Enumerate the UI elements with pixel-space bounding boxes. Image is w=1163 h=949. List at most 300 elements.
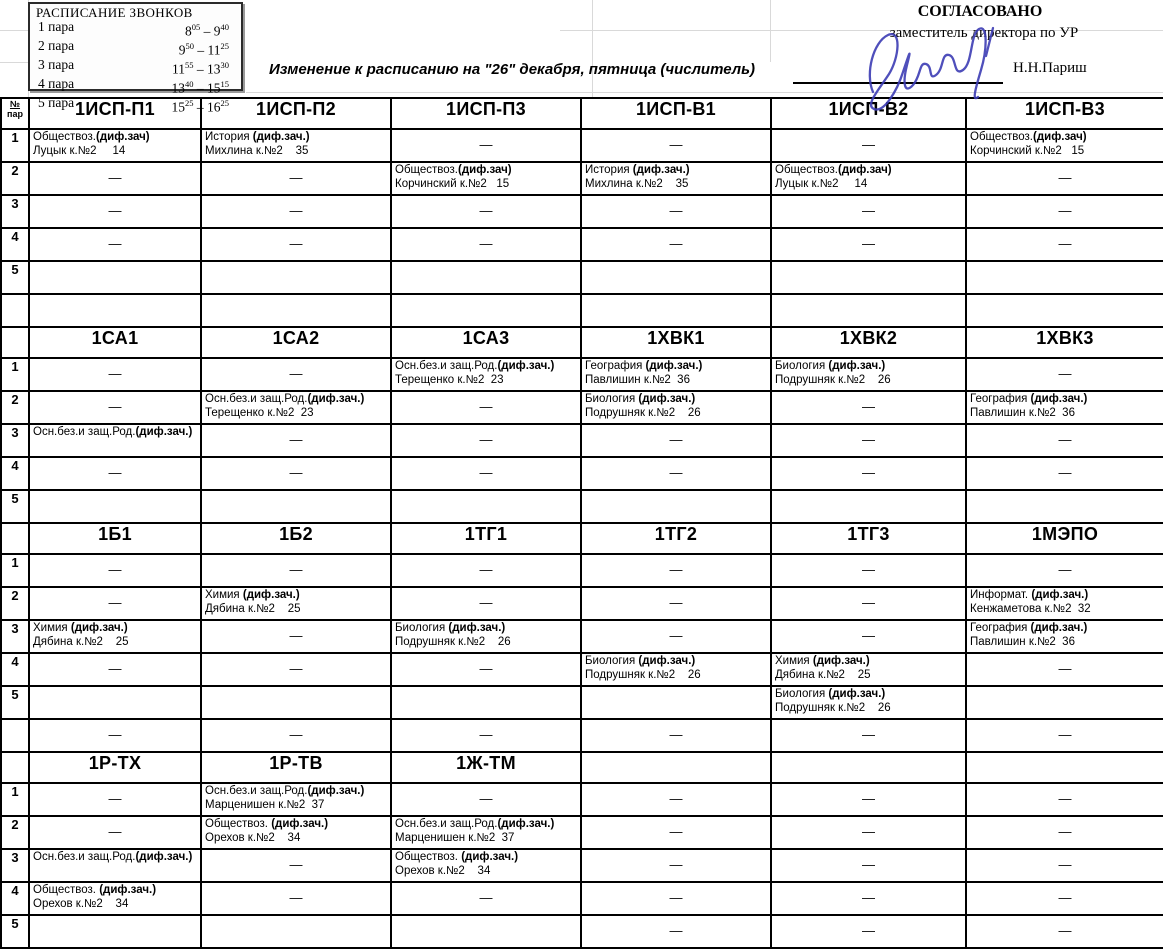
pair-number-header <box>1 98 29 129</box>
schedule-cell <box>771 783 966 816</box>
schedule-cell <box>391 554 581 587</box>
schedule-row <box>1 228 1163 261</box>
schedule-cell <box>581 816 771 849</box>
empty-dash: — <box>289 236 303 251</box>
bell-schedule-title: РАСПИСАНИЕ ЗВОНКОВ <box>36 5 193 20</box>
schedule-cell <box>201 686 391 719</box>
schedule-cell <box>391 228 581 261</box>
pair-number-header <box>1 327 29 358</box>
lesson-teacher: Подрушняк к.№2 26 <box>775 701 891 714</box>
empty-dash: — <box>479 661 493 676</box>
schedule-row <box>1 490 1163 523</box>
empty-dash: — <box>289 465 303 480</box>
empty-dash: — <box>479 562 493 577</box>
schedule-cell <box>391 653 581 686</box>
schedule-cell <box>581 294 771 327</box>
schedule-cell <box>29 587 201 620</box>
empty-dash: — <box>669 824 683 839</box>
schedule-row <box>1 129 1163 162</box>
lesson-subject: География (диф.зач.) <box>585 360 703 372</box>
group-header: 1ИСП-П3 <box>391 98 581 129</box>
schedule-row <box>1 587 1163 620</box>
row-number: 2 <box>1 162 29 195</box>
bell-row <box>36 96 237 115</box>
lesson-subject: Биология (диф.зач.) <box>585 393 696 405</box>
empty-dash: — <box>1058 562 1072 577</box>
lesson-subject: Обществоз. (диф.зач.) <box>395 851 519 863</box>
schedule-cell <box>771 358 966 391</box>
lesson-subject: Осн.без.и защ.Род.(диф.зач.) <box>395 360 555 372</box>
schedule-cell <box>771 195 966 228</box>
schedule-cell <box>771 162 966 195</box>
lesson-teacher: Павлишин к.№2 36 <box>970 635 1075 648</box>
empty-dash: — <box>108 399 122 414</box>
lesson-subject: Осн.без.и защ.Род.(диф.зач.) <box>395 818 555 830</box>
schedule-cell <box>29 358 201 391</box>
schedule-cell <box>201 719 391 752</box>
empty-dash: — <box>1058 857 1072 872</box>
empty-dash: — <box>108 465 122 480</box>
lesson-subject: Химия (диф.зач.) <box>775 655 870 667</box>
empty-dash: — <box>1058 923 1072 938</box>
lesson-subject: Биология (диф.зач.) <box>395 622 506 634</box>
empty-dash: — <box>289 203 303 218</box>
bell-time-range: $15^{25} - 16^{25}$ <box>171 97 229 115</box>
empty-dash: — <box>1058 465 1072 480</box>
empty-dash: — <box>862 203 875 218</box>
empty-dash: — <box>862 562 875 577</box>
row-number: 4 <box>1 228 29 261</box>
schedule-table <box>0 94 1163 949</box>
lesson-teacher: Дябина к.№2 25 <box>775 668 871 681</box>
schedule-cell <box>391 783 581 816</box>
schedule-cell <box>391 849 581 882</box>
schedule-cell <box>771 587 966 620</box>
schedule-cell <box>771 261 966 294</box>
group-header: 1ИСП-П2 <box>201 98 391 129</box>
page-title: Изменение к расписанию на "26" декабря, пятница (числитель) <box>268 61 755 78</box>
lesson-subject: Обществоз.(диф.зач) <box>775 164 892 176</box>
lesson-teacher: Павлишин к.№2 36 <box>970 406 1075 419</box>
empty-dash: — <box>862 465 875 480</box>
row-number: 2 <box>1 587 29 620</box>
schedule-cell <box>201 162 391 195</box>
schedule-cell <box>29 294 201 327</box>
lesson-teacher: Подрушняк к.№2 26 <box>395 635 511 648</box>
lesson-subject: Биология (диф.зач.) <box>775 360 886 372</box>
schedule-cell <box>771 620 966 653</box>
group-header-row <box>1 523 1163 554</box>
schedule-cell <box>391 882 581 915</box>
approved-label: СОГЛАСОВАНО <box>917 3 1043 20</box>
approver-role: заместитель директора по УР <box>889 25 1079 41</box>
lesson-teacher: Корчинский к.№2 15 <box>395 177 510 190</box>
row-number: 4 <box>1 653 29 686</box>
schedule-cell <box>581 358 771 391</box>
bell-row <box>36 20 237 39</box>
schedule-cell <box>966 554 1163 587</box>
schedule-cell <box>581 195 771 228</box>
group-header: 1Р-ТВ <box>201 752 391 783</box>
schedule-cell <box>391 587 581 620</box>
schedule-cell <box>201 915 391 948</box>
lesson-teacher: Подрушняк к.№2 26 <box>775 373 891 386</box>
schedule-cell <box>201 294 391 327</box>
schedule-cell <box>966 391 1163 424</box>
schedule-cell <box>581 554 771 587</box>
schedule-cell <box>771 554 966 587</box>
empty-dash: — <box>289 170 303 185</box>
group-header: 1ТГ3 <box>771 523 966 554</box>
corner-label-bottom: пар <box>7 109 23 119</box>
empty-dash: — <box>108 203 122 218</box>
row-number: 2 <box>1 816 29 849</box>
schedule-cell <box>771 228 966 261</box>
schedule-cell <box>391 391 581 424</box>
empty-dash: — <box>862 137 875 152</box>
schedule-row <box>1 783 1163 816</box>
empty-dash: — <box>1058 170 1072 185</box>
empty-dash: — <box>479 432 493 447</box>
schedule-cell <box>201 554 391 587</box>
schedule-row <box>1 162 1163 195</box>
schedule-cell <box>201 490 391 523</box>
empty-dash: — <box>669 562 683 577</box>
empty-dash: — <box>108 661 122 676</box>
schedule-cell <box>771 719 966 752</box>
schedule-cell <box>201 129 391 162</box>
row-number: 2 <box>1 391 29 424</box>
schedule-cell <box>966 195 1163 228</box>
schedule-row <box>1 915 1163 948</box>
schedule-cell <box>29 686 201 719</box>
group-header: 1СА3 <box>391 327 581 358</box>
schedule-cell <box>966 261 1163 294</box>
schedule-cell <box>29 457 201 490</box>
schedule-cell <box>966 653 1163 686</box>
schedule-cell <box>966 719 1163 752</box>
schedule-cell <box>771 686 966 719</box>
empty-dash: — <box>862 923 875 938</box>
lesson-subject: Осн.без.и защ.Род.(диф.зач.) <box>33 426 193 438</box>
corner-label-top: № <box>9 99 21 109</box>
schedule-cell <box>581 129 771 162</box>
schedule-cell <box>391 129 581 162</box>
schedule-cell <box>29 719 201 752</box>
schedule-cell <box>391 424 581 457</box>
empty-dash: — <box>108 562 122 577</box>
schedule-cell <box>201 358 391 391</box>
schedule-row <box>1 686 1163 719</box>
group-header: 1МЭПО <box>966 523 1163 554</box>
schedule-cell <box>581 882 771 915</box>
empty-dash: — <box>108 824 122 839</box>
row-number: 3 <box>1 195 29 228</box>
bell-time-range: $13^{40} - 15^{15}$ <box>171 78 229 96</box>
schedule-cell <box>966 162 1163 195</box>
pair-number-header <box>1 523 29 554</box>
row-number <box>1 294 29 327</box>
row-number <box>1 719 29 752</box>
empty-dash: — <box>108 727 122 742</box>
schedule-cell <box>29 915 201 948</box>
empty-dash: — <box>669 857 683 872</box>
schedule-cell <box>966 129 1163 162</box>
group-header: 1Б1 <box>29 523 201 554</box>
lesson-teacher: Михлина к.№2 35 <box>205 144 309 157</box>
empty-dash: — <box>289 661 303 676</box>
empty-dash: — <box>479 236 493 251</box>
group-header-row <box>1 752 1163 783</box>
lesson-teacher: Терещенко к.№2 23 <box>395 373 504 386</box>
lesson-teacher: Подрушняк к.№2 26 <box>585 668 701 681</box>
group-header: 1ИСП-В2 <box>771 98 966 129</box>
schedule-cell <box>966 620 1163 653</box>
bell-pair-label: 3 пара <box>38 56 75 72</box>
schedule-row <box>1 391 1163 424</box>
schedule-row <box>1 719 1163 752</box>
schedule-row <box>1 620 1163 653</box>
schedule-cell <box>29 391 201 424</box>
schedule-cell <box>201 391 391 424</box>
schedule-cell <box>201 882 391 915</box>
row-number: 1 <box>1 358 29 391</box>
bell-time-range: $11^{55} - 13^{30}$ <box>172 59 229 77</box>
schedule-cell <box>29 882 201 915</box>
gridline <box>0 30 28 31</box>
schedule-cell <box>966 587 1163 620</box>
schedule-cell <box>201 816 391 849</box>
schedule-cell <box>966 490 1163 523</box>
lesson-teacher: Дябина к.№2 25 <box>33 635 129 648</box>
empty-dash: — <box>479 399 493 414</box>
empty-dash: — <box>108 366 122 381</box>
schedule-cell <box>201 424 391 457</box>
schedule-cell <box>29 620 201 653</box>
lesson-subject: Обществоз. (диф.зач.) <box>33 884 157 896</box>
lesson-teacher: Орехов к.№2 34 <box>395 864 491 877</box>
empty-dash: — <box>289 432 303 447</box>
empty-dash: — <box>1058 366 1072 381</box>
schedule-cell <box>581 391 771 424</box>
schedule-row <box>1 882 1163 915</box>
lesson-subject: Информат. (диф.зач.) <box>970 589 1089 601</box>
lesson-subject: Обществоз.(диф.зач) <box>970 131 1087 143</box>
schedule-cell <box>581 653 771 686</box>
lesson-subject: Осн.без.и защ.Род.(диф.зач.) <box>33 851 193 863</box>
row-number: 3 <box>1 620 29 653</box>
schedule-cell <box>966 915 1163 948</box>
empty-dash: — <box>289 366 303 381</box>
row-number: 5 <box>1 915 29 948</box>
group-header: 1СА2 <box>201 327 391 358</box>
empty-dash: — <box>1058 203 1072 218</box>
group-header: 1ХВК1 <box>581 327 771 358</box>
empty-dash: — <box>862 628 875 643</box>
group-header <box>771 752 966 783</box>
schedule-cell <box>966 424 1163 457</box>
schedule-cell <box>391 294 581 327</box>
empty-dash: — <box>108 170 122 185</box>
lesson-teacher: Марценишен к.№2 37 <box>205 798 325 811</box>
bell-schedule-rows <box>36 20 237 115</box>
schedule-cell <box>966 783 1163 816</box>
group-header: 1ИСП-В1 <box>581 98 771 129</box>
empty-dash: — <box>669 595 683 610</box>
schedule-row <box>1 653 1163 686</box>
empty-dash: — <box>1058 432 1072 447</box>
gridline <box>770 0 771 62</box>
empty-dash: — <box>669 791 683 806</box>
lesson-teacher: Павлишин к.№2 36 <box>585 373 690 386</box>
row-number: 5 <box>1 686 29 719</box>
schedule-cell <box>391 816 581 849</box>
row-number: 3 <box>1 424 29 457</box>
schedule-cell <box>771 653 966 686</box>
schedule-cell <box>771 849 966 882</box>
bell-pair-label: 2 пара <box>38 37 75 53</box>
bell-time-range: $8^{05} - 9^{40}$ <box>185 22 229 39</box>
schedule-cell <box>581 719 771 752</box>
empty-dash: — <box>479 595 493 610</box>
schedule-cell <box>581 915 771 948</box>
empty-dash: — <box>669 137 683 152</box>
empty-dash: — <box>669 628 683 643</box>
schedule-cell <box>581 490 771 523</box>
group-header: 1ХВК2 <box>771 327 966 358</box>
empty-dash: — <box>108 791 122 806</box>
empty-dash: — <box>862 791 875 806</box>
group-header <box>581 752 771 783</box>
schedule-cell <box>201 620 391 653</box>
row-number: 4 <box>1 457 29 490</box>
bell-pair-label: 1 пара <box>38 19 75 34</box>
schedule-cell <box>201 261 391 294</box>
schedule-cell <box>966 457 1163 490</box>
empty-dash: — <box>669 432 683 447</box>
empty-dash: — <box>669 465 683 480</box>
lesson-subject: Обществоз.(диф.зач) <box>33 131 150 143</box>
lesson-subject: Обществоз.(диф.зач) <box>395 164 512 176</box>
empty-dash: — <box>1058 824 1072 839</box>
schedule-cell <box>581 424 771 457</box>
row-number: 5 <box>1 261 29 294</box>
empty-dash: — <box>289 890 303 905</box>
row-number: 3 <box>1 849 29 882</box>
row-number: 1 <box>1 783 29 816</box>
empty-dash: — <box>479 137 493 152</box>
lesson-teacher: Кенжаметова к.№2 32 <box>970 602 1091 615</box>
lesson-subject: Обществоз. (диф.зач.) <box>205 818 329 830</box>
schedule-cell <box>201 849 391 882</box>
lesson-subject: География (диф.зач.) <box>970 622 1088 634</box>
schedule-cell <box>391 162 581 195</box>
empty-dash: — <box>669 890 683 905</box>
schedule-cell <box>966 849 1163 882</box>
row-number: 5 <box>1 490 29 523</box>
schedule-row <box>1 554 1163 587</box>
lesson-subject: Химия (диф.зач.) <box>33 622 128 634</box>
empty-dash: — <box>1058 890 1072 905</box>
schedule-cell <box>581 457 771 490</box>
schedule-cell <box>581 849 771 882</box>
group-header: 1Р-ТХ <box>29 752 201 783</box>
bell-pair-label: 4 пара <box>38 75 75 91</box>
schedule-cell <box>771 294 966 327</box>
empty-dash: — <box>289 628 303 643</box>
gridline <box>0 62 28 63</box>
schedule-cell <box>29 554 201 587</box>
schedule-cell <box>29 129 201 162</box>
lesson-subject: История (диф.зач.) <box>205 131 310 143</box>
empty-dash: — <box>289 727 303 742</box>
schedule-row <box>1 424 1163 457</box>
lesson-subject: Химия (диф.зач.) <box>205 589 300 601</box>
lesson-teacher: Луцык к.№2 14 <box>33 144 126 157</box>
empty-dash: — <box>289 562 303 577</box>
schedule-cell <box>966 882 1163 915</box>
schedule-cell <box>391 457 581 490</box>
empty-dash: — <box>862 399 875 414</box>
schedule-cell <box>391 490 581 523</box>
schedule-cell <box>581 620 771 653</box>
schedule-row <box>1 816 1163 849</box>
empty-dash: — <box>1058 727 1072 742</box>
group-header: 1ИСП-В3 <box>966 98 1163 129</box>
lesson-subject: География (диф.зач.) <box>970 393 1088 405</box>
schedule-cell <box>29 490 201 523</box>
lesson-teacher: Орехов к.№2 34 <box>33 897 129 910</box>
schedule-cell <box>391 686 581 719</box>
schedule-cell <box>771 424 966 457</box>
row-number: 4 <box>1 882 29 915</box>
schedule-cell <box>29 424 201 457</box>
schedule-cell <box>771 882 966 915</box>
schedule-cell <box>581 261 771 294</box>
schedule-cell <box>391 358 581 391</box>
schedule-cell <box>391 195 581 228</box>
schedule-cell <box>771 816 966 849</box>
empty-dash: — <box>862 890 875 905</box>
empty-dash: — <box>108 595 122 610</box>
row-number: 1 <box>1 554 29 587</box>
schedule-cell <box>391 620 581 653</box>
lesson-teacher: Терещенко к.№2 23 <box>205 406 314 419</box>
schedule-cell <box>391 261 581 294</box>
group-header: 1Ж-ТМ <box>391 752 581 783</box>
schedule-cell <box>771 457 966 490</box>
row-number: 1 <box>1 129 29 162</box>
schedule-cell <box>966 686 1163 719</box>
schedule-cell <box>29 653 201 686</box>
schedule-cell <box>581 228 771 261</box>
schedule-cell <box>771 490 966 523</box>
schedule-cell <box>29 816 201 849</box>
lesson-teacher: Корчинский к.№2 15 <box>970 144 1085 157</box>
group-header-row <box>1 327 1163 358</box>
empty-dash: — <box>289 857 303 872</box>
bell-pair-label: 5 пара <box>38 94 75 110</box>
group-header: 1ТГ1 <box>391 523 581 554</box>
empty-dash: — <box>862 236 875 251</box>
pair-number-header <box>1 752 29 783</box>
schedule-cell <box>201 783 391 816</box>
bell-row <box>36 39 237 58</box>
empty-dash: — <box>669 236 683 251</box>
schedule-cell <box>29 261 201 294</box>
lesson-subject: Осн.без.и защ.Род.(диф.зач.) <box>205 785 365 797</box>
group-header: 1Б2 <box>201 523 391 554</box>
